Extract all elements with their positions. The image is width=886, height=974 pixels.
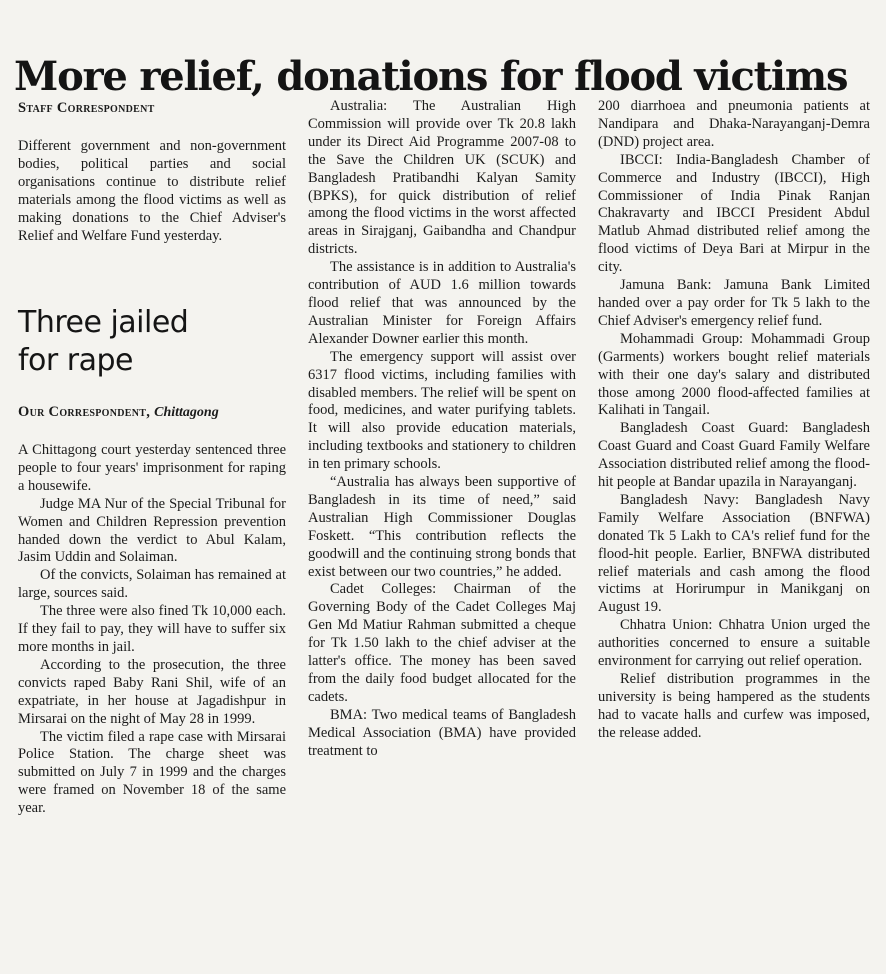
- column-1-top: [18, 138, 286, 245]
- headline-flood-relief: More relief, donations for flood victims: [14, 52, 848, 100]
- paragraph: The assistance is in addition to Australia's contribution of AUD 1.6 million towards flood relief that was announced by the Australian Minister for Foreign Affairs Alexander Downer earlier this month.: [308, 259, 576, 347]
- column-1-bottom: [18, 442, 286, 818]
- paragraph: According to the prosecution, the three convicts raped Baby Rani Shil, wife of an expatriate, in her house at Jagadishpur in Mirsarai on the night of May 28 in 1999.: [18, 656, 286, 727]
- headline-line: for rape: [18, 343, 134, 378]
- paragraph: Jamuna Bank: Jamuna Bank Limited handed over a pay order for Tk 5 lakh to the Chief Adviser's emergency relief fund.: [598, 277, 870, 329]
- paragraph: Judge MA Nur of the Special Tribunal for Women and Children Repression prevention handed down the verdict to Abul Kalam, Jasim Uddin and Solaiman.: [18, 495, 286, 566]
- headline-line: Three jailed: [18, 305, 189, 340]
- paragraph: Mohammadi Group: Mohammadi Group (Garments) workers bought relief materials with their one day's salary and distributed those among 2000 flood-affected families at Kalihati in Tangail.: [598, 330, 870, 419]
- byline-label: Our Correspondent,: [18, 404, 151, 420]
- paragraph: The emergency support will assist over 6317 flood victims, including families with disabled members. The relief will be spent on food, medicines, and water purifying tablets. It will also provide education materials, including textbooks and stationery to children in ten primary schools.: [308, 348, 576, 473]
- paragraph: IBCCI: India-Bangladesh Chamber of Commerce and Industry (IBCCI), High Commissioner of India Pinak Ranjan Chakravarty and IBCCI President Abdul Matlub Ahmad distributed relief among the flood victims of Deya Bari at Mirpur in the city.: [598, 151, 870, 276]
- paragraph: Australia: The Australian High Commission will provide over Tk 20.8 lakh under its Direct Aid Programme 2007-08 to the Save the Children UK (SCUK) and Bangladesh Pratibandhi Kalyan Samity (BPKS), for quick distribution of relief among the flood victims in the worst affected areas in Sirajganj, Gaibandha and Chandpur districts.: [308, 98, 576, 258]
- paragraph: The three were also fined Tk 10,000 each. If they fail to pay, they will have to suffer six more months in jail.: [18, 603, 286, 655]
- paragraph: BMA: Two medical teams of Bangladesh Medical Association (BMA) have provided treatment to: [308, 706, 576, 759]
- paragraph: Bangladesh Coast Guard: Bangladesh Coast Guard and Coast Guard Family Welfare Association distributed relief among the flood-hit people at Bandar upazila in Narayanganj.: [598, 420, 870, 491]
- paragraph: “Australia has always been supportive of Bangladesh in its time of need,” said Australian High Commissioner Douglas Foskett. “This contribution reflects the goodwill and the continuing strong bonds that exist between our two countries,” he added.: [308, 474, 576, 580]
- paragraph: The victim filed a rape case with Mirsarai Police Station. The charge sheet was submitted on July 7 in 1999 and the charges were framed on November 18 of the same year.: [18, 728, 286, 817]
- paragraph: Of the convicts, Solaiman has remained at large, sources said.: [18, 567, 286, 602]
- byline-staff-correspondent: Staff Correspondent: [18, 100, 155, 116]
- column-2: [308, 98, 576, 761]
- paragraph: Bangladesh Navy: Bangladesh Navy Family Welfare Association (BNFWA) donated Tk 5 Lakh to CA's relief fund for the flood-hit people. Earlier, BNFWA distributed relief materials and cash among the flood victims at Horirumpur in Manikganj on August 19.: [598, 491, 870, 616]
- column-3: [598, 98, 870, 743]
- paragraph: Relief distribution programmes in the university is being hampered as the students had to vacate halls and curfew was imposed, the release added.: [598, 671, 870, 741]
- paragraph: Chhatra Union: Chhatra Union urged the authorities concerned to ensure a suitable environment for carrying out relief operation.: [598, 617, 870, 670]
- byline-location: Chittagong: [154, 405, 219, 420]
- paragraph: Different government and non-government bodies, political parties and social organisations continue to distribute relief materials among the flood victims as well as making donations to the Chief Adviser's Relief and Welfare Fund yesterday.: [18, 138, 286, 244]
- headline-three-jailed: [18, 304, 188, 380]
- paragraph: A Chittagong court yesterday sentenced three people to four years' imprisonment for raping a housewife.: [18, 442, 286, 494]
- paragraph: Cadet Colleges: Chairman of the Governing Body of the Cadet Colleges Maj Gen Md Matiur Rahman submitted a cheque for Tk 1.50 lakh to the chief adviser at the latter's office. The money has been saved from the daily food budget allocated for the cadets.: [308, 581, 576, 705]
- paragraph: 200 diarrhoea and pneumonia patients at Nandipara and Dhaka-Narayanganj-Demra (DND) project area.: [598, 98, 870, 150]
- byline-our-correspondent: [18, 404, 219, 421]
